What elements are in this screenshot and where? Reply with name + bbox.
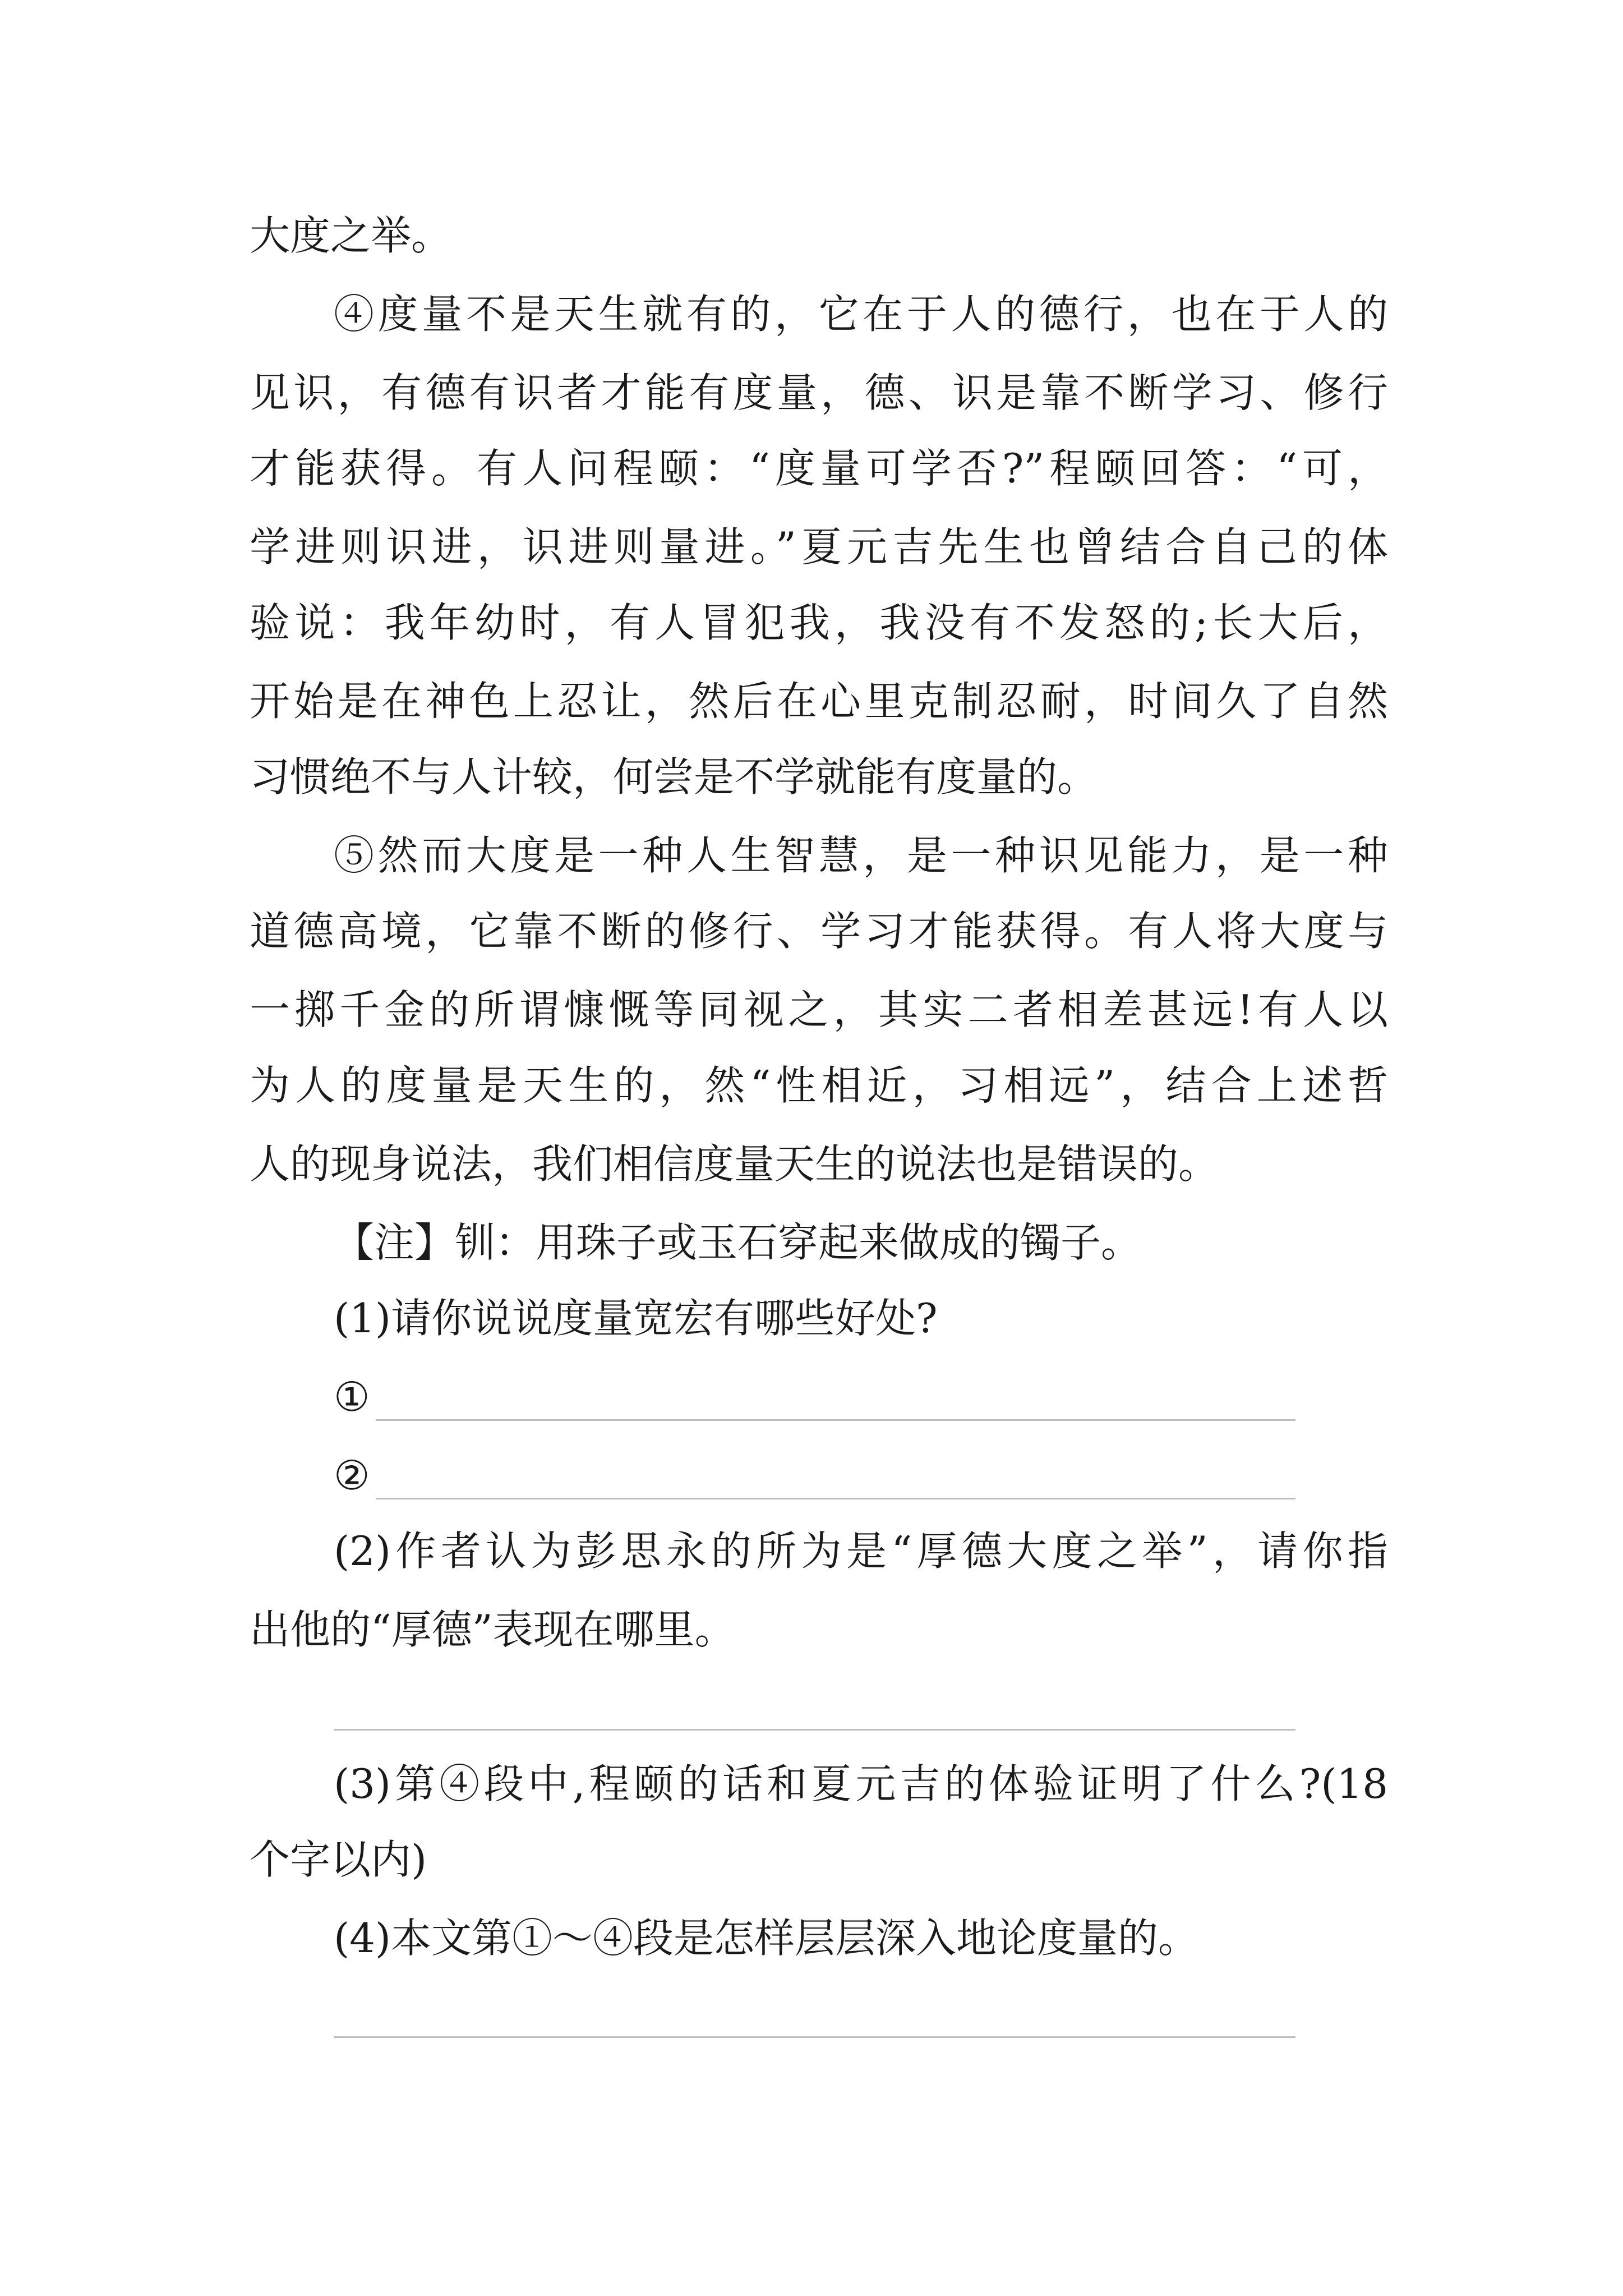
question-2-answer-blank[interactable] — [334, 1729, 1295, 1731]
paragraph-4-line-4: 学进则识进，识进则量进。”夏元吉先生也曾结合自己的体 — [250, 523, 1388, 570]
answer-1-label: ① — [334, 1373, 370, 1420]
paragraph-4-line-5: 验说：我年幼时，有人冒犯我，我没有不发怒的;长大后， — [250, 599, 1388, 646]
paragraph-4-line-2: 见识，有德有识者才能有度量，德、识是靠不断学习、修行 — [250, 369, 1388, 416]
annotation-note: 【注】钏：用珠子或玉石穿起来做成的镯子。 — [334, 1219, 1142, 1266]
paragraph-4-line-7: 习惯绝不与人计较，何尝是不学就能有度量的。 — [250, 753, 1098, 800]
question-3-line-1: (3)第④段中,程颐的话和夏元吉的体验证明了什么?(18 — [334, 1760, 1388, 1807]
paragraph-5-line-4: 为人的度量是天生的，然“性相近，习相远”，结合上述哲 — [250, 1062, 1388, 1109]
question-1: (1)请你说说度量宽宏有哪些好处? — [334, 1295, 938, 1342]
question-3-line-2: 个字以内) — [250, 1836, 427, 1883]
paragraph-4-line-1: ④度量不是天生就有的，它在于人的德行，也在于人的 — [334, 291, 1388, 338]
paragraph-5-line-5: 人的现身说法，我们相信度量天生的说法也是错误的。 — [250, 1140, 1219, 1188]
answer-2-blank[interactable] — [376, 1498, 1295, 1499]
answer-2-label: ② — [334, 1452, 370, 1499]
question-4: (4)本文第①～④段是怎样层层深入地论度量的。 — [334, 1915, 1198, 1962]
paragraph-5-line-3: 一掷千金的所谓慷慨等同视之，其实二者相差甚远!有人以 — [250, 986, 1388, 1033]
question-4-answer-blank[interactable] — [334, 2036, 1295, 2038]
question-2-line-2: 出他的“厚德”表现在哪里。 — [250, 1606, 735, 1653]
paragraph-3-tail: 大度之举。 — [250, 212, 452, 259]
paragraph-4-line-3: 才能获得。有人问程颐：“度量可学否?”程颐回答：“可， — [250, 445, 1388, 492]
answer-1-blank[interactable] — [376, 1419, 1295, 1421]
question-2-line-1: (2)作者认为彭思永的所为是“厚德大度之举”，请你指 — [334, 1527, 1388, 1575]
paragraph-4-line-6: 开始是在神色上忍让，然后在心里克制忍耐，时间久了自然 — [250, 678, 1388, 725]
paragraph-5-line-1: ⑤然而大度是一种人生智慧，是一种识见能力，是一种 — [334, 832, 1388, 879]
paragraph-5-line-2: 道德高境，它靠不断的修行、学习才能获得。有人将大度与 — [250, 908, 1388, 955]
